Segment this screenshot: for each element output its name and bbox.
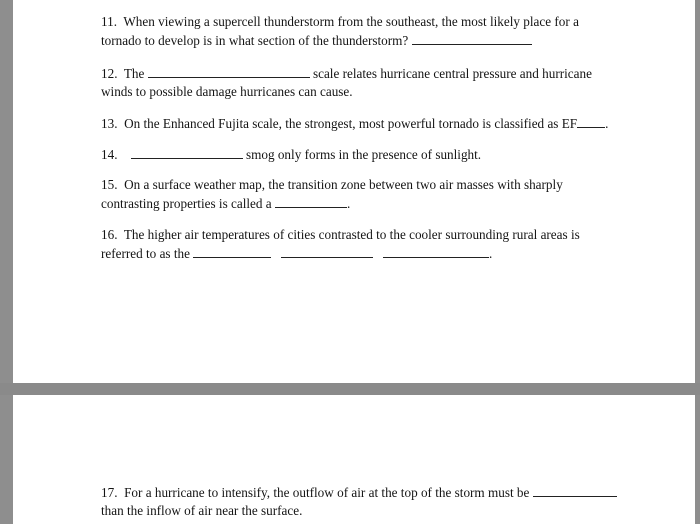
question-17 [101,483,617,520]
question-16-number: 16. [101,227,118,242]
question-13-number: 13. [101,116,118,131]
question-11-text-2: tornado to develop is in what section of the thunderstorm? [101,33,409,48]
answer-blank-14[interactable] [131,145,243,159]
question-13-end: . [605,116,609,131]
answer-blank-16-a[interactable] [193,244,271,258]
question-16-line-1 [101,226,580,244]
page-separator [0,383,700,395]
question-15-line-1 [101,176,563,194]
question-13 [101,114,608,133]
question-11 [101,13,579,50]
question-15-text-2: contrasting properties is called a [101,196,272,211]
question-12-text-after: scale relates hurricane central pressure and hurricane [312,66,592,81]
right-page-edge [695,0,700,524]
question-17-text-2: than the inflow of air near the surface. [101,503,303,518]
answer-blank-16-c[interactable] [383,244,489,258]
question-15-number: 15. [101,177,118,192]
question-16-end: . [489,246,493,261]
answer-blank-11[interactable] [412,31,532,45]
question-13-text: On the Enhanced Fujita scale, the strongest, most powerful tornado is classified as EF [124,116,578,131]
question-14-number: 14. [101,147,118,162]
question-12-line-2 [101,83,592,101]
question-12-text-before: The [123,66,145,81]
question-17-line-1 [101,483,617,502]
question-16-text: The higher air temperatures of cities contrasted to the cooler surrounding rural areas is [123,227,580,242]
question-17-text: For a hurricane to intensify, the outflow of air at the top of the storm must be [124,485,530,500]
question-15-text: On a surface weather map, the transition zone between two air masses with sharply [124,177,563,192]
question-16-text-2: referred to as the [101,246,190,261]
question-11-line-1 [101,13,579,31]
answer-blank-12[interactable] [148,64,310,78]
question-12-line-1 [101,64,592,83]
question-12 [101,64,592,101]
question-16 [101,226,580,263]
question-15-line-2 [101,194,563,213]
answer-blank-15[interactable] [275,194,347,208]
answer-blank-16-b[interactable] [281,244,373,258]
answer-blank-17[interactable] [533,483,617,497]
question-14 [101,145,481,164]
question-17-number: 17. [101,485,118,500]
question-15-end: . [346,196,351,211]
question-12-number: 12. [101,66,118,81]
question-16-line-2 [101,244,580,263]
question-14-text: smog only forms in the presence of sunlight. [245,147,482,162]
answer-blank-13[interactable] [577,114,605,128]
question-15 [101,176,563,213]
question-11-number: 11. [101,14,117,29]
question-17-line-2 [101,502,617,520]
question-11-line-2 [101,31,579,50]
left-page-edge [0,0,13,524]
question-12-text-2: winds to possible damage hurricanes can cause. [101,84,353,99]
question-11-text: When viewing a supercell thunderstorm from the southeast, the most likely place for a [123,14,579,29]
